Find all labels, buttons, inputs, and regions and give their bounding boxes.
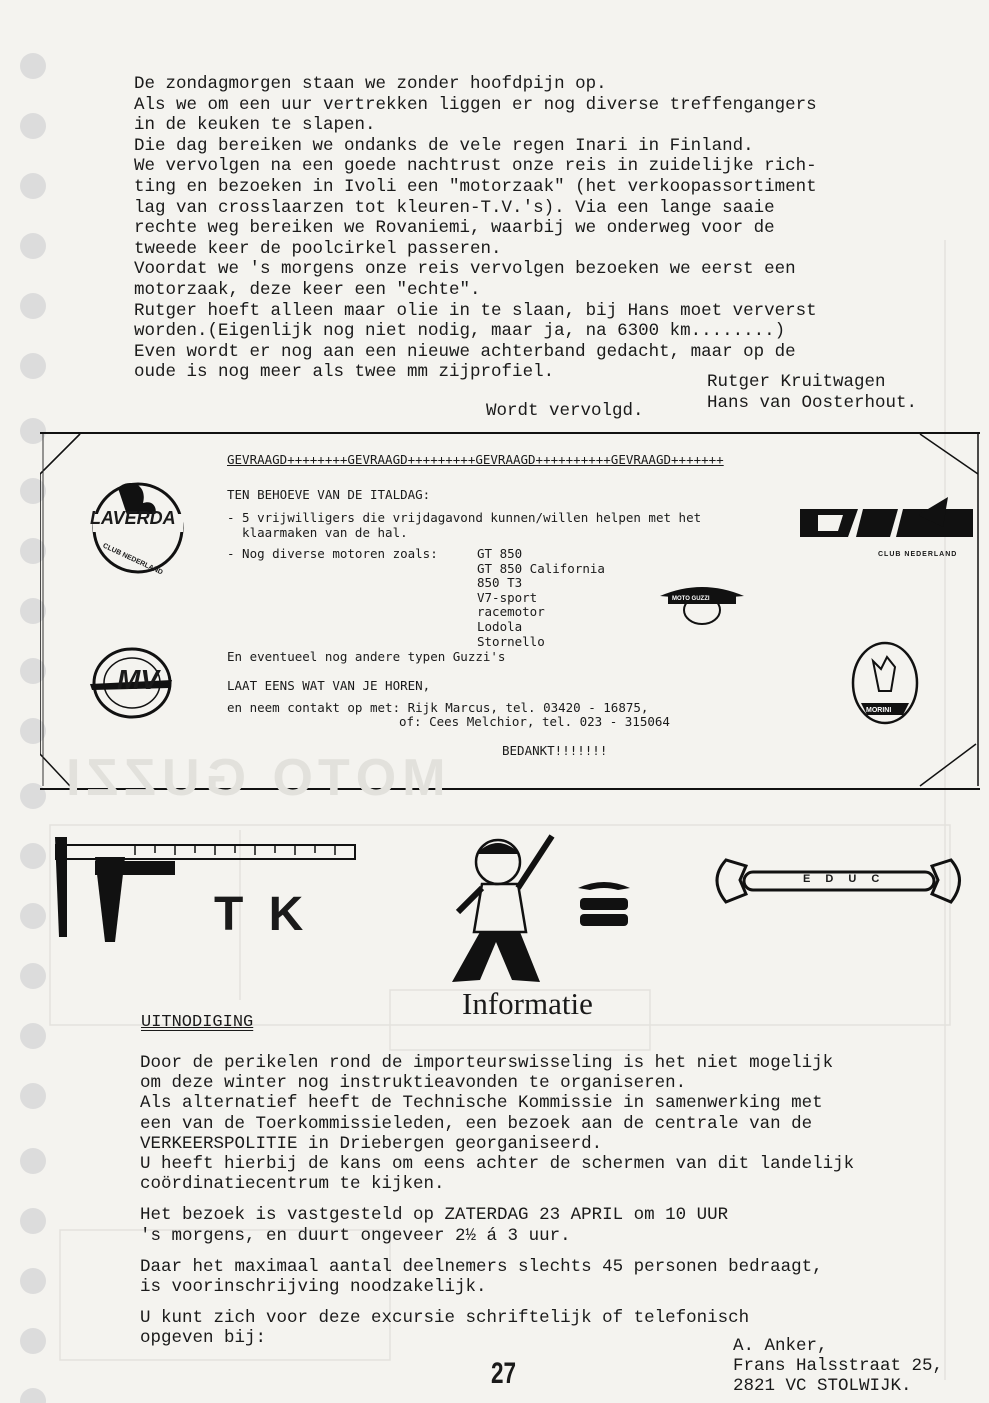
story-line: tweede keer de poolcirkel passeren. xyxy=(134,238,502,259)
story-text xyxy=(134,74,934,383)
author-name: Hans van Oosterhout. xyxy=(707,393,918,413)
tk-initials: T K xyxy=(214,888,310,941)
model-item: racemotor xyxy=(477,604,545,620)
moto-guzzi-club-text: MOTO GUZZI xyxy=(672,596,710,602)
invitation-body xyxy=(140,1053,970,1360)
story-line: ting en bezoeken in Ivoli een "motorzaak" (het verkoopassortiment xyxy=(134,176,817,197)
story-line: Die dag bereiken we ondanks de vele regen Inari in Finland. xyxy=(134,135,754,156)
morini-wordmark: MORINI xyxy=(866,707,892,714)
show-through-watermark: MOTO GUZZI xyxy=(60,749,446,807)
story-line: lag van crosslaarzen tot kleuren-T.V.'s). Via een lange saaie xyxy=(134,197,775,218)
moto-guzzi-eagle-logo xyxy=(578,882,630,932)
to-be-continued: Wordt vervolgd. xyxy=(486,401,644,421)
ad-contact-2: of: Cees Melchior, tel. 023 - 315064 xyxy=(399,714,670,729)
story-line: worden.(Eigenlijk nog niet nodig, maar ja, na 6300 km........) xyxy=(134,321,786,342)
address-line: Frans Halsstraat 25, xyxy=(733,1356,944,1376)
story-line: Even wordt er nog aan een nieuwe achterband gedacht, maar op de xyxy=(134,341,796,362)
text-line: Als alternatief heeft de Technische Kommissie in samenwerking met xyxy=(140,1093,823,1114)
invitation-title: UITNODIGING xyxy=(141,1013,254,1032)
ducati-club-logo xyxy=(798,497,978,553)
text-line: Daar het maximaal aantal deelnemers slechts 45 personen bedraagt, xyxy=(140,1256,823,1277)
story-line: We vervolgen na een goede nachtrust onze reis in zuidelijke rich- xyxy=(134,156,817,177)
model-item: GT 850 xyxy=(477,546,523,561)
text-line: VERKEERSPOLITIE in Driebergen georganiseerd. xyxy=(140,1133,603,1154)
text-line: Het bezoek is vastgesteld op ZATERDAG 23 APRIL om 10 UUR xyxy=(140,1205,729,1226)
contact-address xyxy=(733,1336,943,1396)
address-line: A. Anker, xyxy=(733,1336,828,1356)
information-heading: Informatie xyxy=(462,986,593,1021)
model-item: V7-sport xyxy=(477,589,538,605)
text-line: 's morgens, en duurt ongeveer 2½ á 3 uur. xyxy=(140,1225,571,1246)
invitation-paragraph xyxy=(140,1257,970,1297)
text-line: Door de perikelen rond de importeurswisseling is het niet mogelijk xyxy=(140,1053,834,1073)
story-line: De zondagmorgen staan we zonder hoofdpijn op. xyxy=(134,74,607,94)
invitation-paragraph xyxy=(140,1053,970,1194)
text-line: opgeven bij: xyxy=(140,1328,267,1349)
ad-contact-1: en neem contakt op met: Rijk Marcus, tel. 03420 - 16875, xyxy=(227,700,649,715)
ad-other-types: En eventueel nog andere typen Guzzi's xyxy=(227,649,506,664)
mv-wordmark: MV xyxy=(117,664,159,695)
story-line: rechte weg bereiken we Rovaniemi, waarbij we onderweg voor de xyxy=(134,218,775,239)
ad-call-to-action: LAAT EENS WAT VAN JE HOREN, xyxy=(227,678,431,693)
story-line: Voordat we 's morgens onze reis vervolgen bezoeken we eerst een xyxy=(134,259,796,280)
invitation-paragraph xyxy=(140,1205,970,1245)
text-line: een van de Toerkommissieleden, een bezoek aan de centrale van de xyxy=(140,1113,813,1134)
ad-item-motors-label: - Nog diverse motoren zoals: xyxy=(227,546,438,561)
caliper-icon xyxy=(55,827,365,947)
page-number: 27 xyxy=(491,1357,517,1390)
model-item: GT 850 California xyxy=(477,560,605,576)
moto-guzzi-club-logo xyxy=(660,584,744,628)
address-line: 2821 VC STOLWIJK. xyxy=(733,1376,912,1396)
text-line: coördinatiecentrum te kijken. xyxy=(140,1174,445,1195)
story-line: motorzaak, deze keer een "echte". xyxy=(134,279,481,300)
text-line: om deze winter nog instruktieavonden te organiseren. xyxy=(140,1073,687,1094)
wanted-header: GEVRAAGD++++++++GEVRAAGD+++++++++GEVRAAGD++++++++++GEVRAAGD+++++++ xyxy=(227,452,724,467)
model-item: Stornello xyxy=(477,633,545,649)
author-name: Rutger Kruitwagen xyxy=(707,372,886,392)
ad-item-volunteers: - 5 vrijwilligers die vrijdagavond kunnen/willen helpen met het klaarmaken van de hal. xyxy=(227,510,702,540)
text-line: U heeft hierbij de kans om eens achter de schermen van dit landelijk xyxy=(140,1154,855,1175)
wrench-text: E D U C xyxy=(803,873,886,885)
laverda-ring-text: CLUB NEDERLAND xyxy=(101,542,164,577)
ducati-club-subtitle: CLUB NEDERLAND xyxy=(878,551,958,558)
story-line: Rutger hoeft alleen maar olie in te slaan, bij Hans moet ververst xyxy=(134,300,817,321)
model-item: 850 T3 xyxy=(477,575,523,591)
model-list xyxy=(477,547,605,649)
story-line: in de keuken te slapen. xyxy=(134,115,376,136)
story-line: Als we om een uur vertrekken liggen er nog diverse treffengangers xyxy=(134,94,817,115)
story-line: oude is nog meer als twee mm zijprofiel. xyxy=(134,362,555,383)
model-item: Lodola xyxy=(477,618,523,634)
mechanic-figure-illustration xyxy=(440,822,570,987)
text-line: U kunt zich voor deze excursie schriftelijk of telefonisch xyxy=(140,1308,750,1329)
ad-intro: TEN BEHOEVE VAN DE ITALDAG: xyxy=(227,487,431,502)
authors xyxy=(707,372,917,414)
text-line: is voorinschrijving noodzakelijk. xyxy=(140,1277,487,1298)
ad-thanks: BEDANKT!!!!!!! xyxy=(502,743,608,758)
laverda-wordmark: LAVERDA xyxy=(90,508,176,528)
